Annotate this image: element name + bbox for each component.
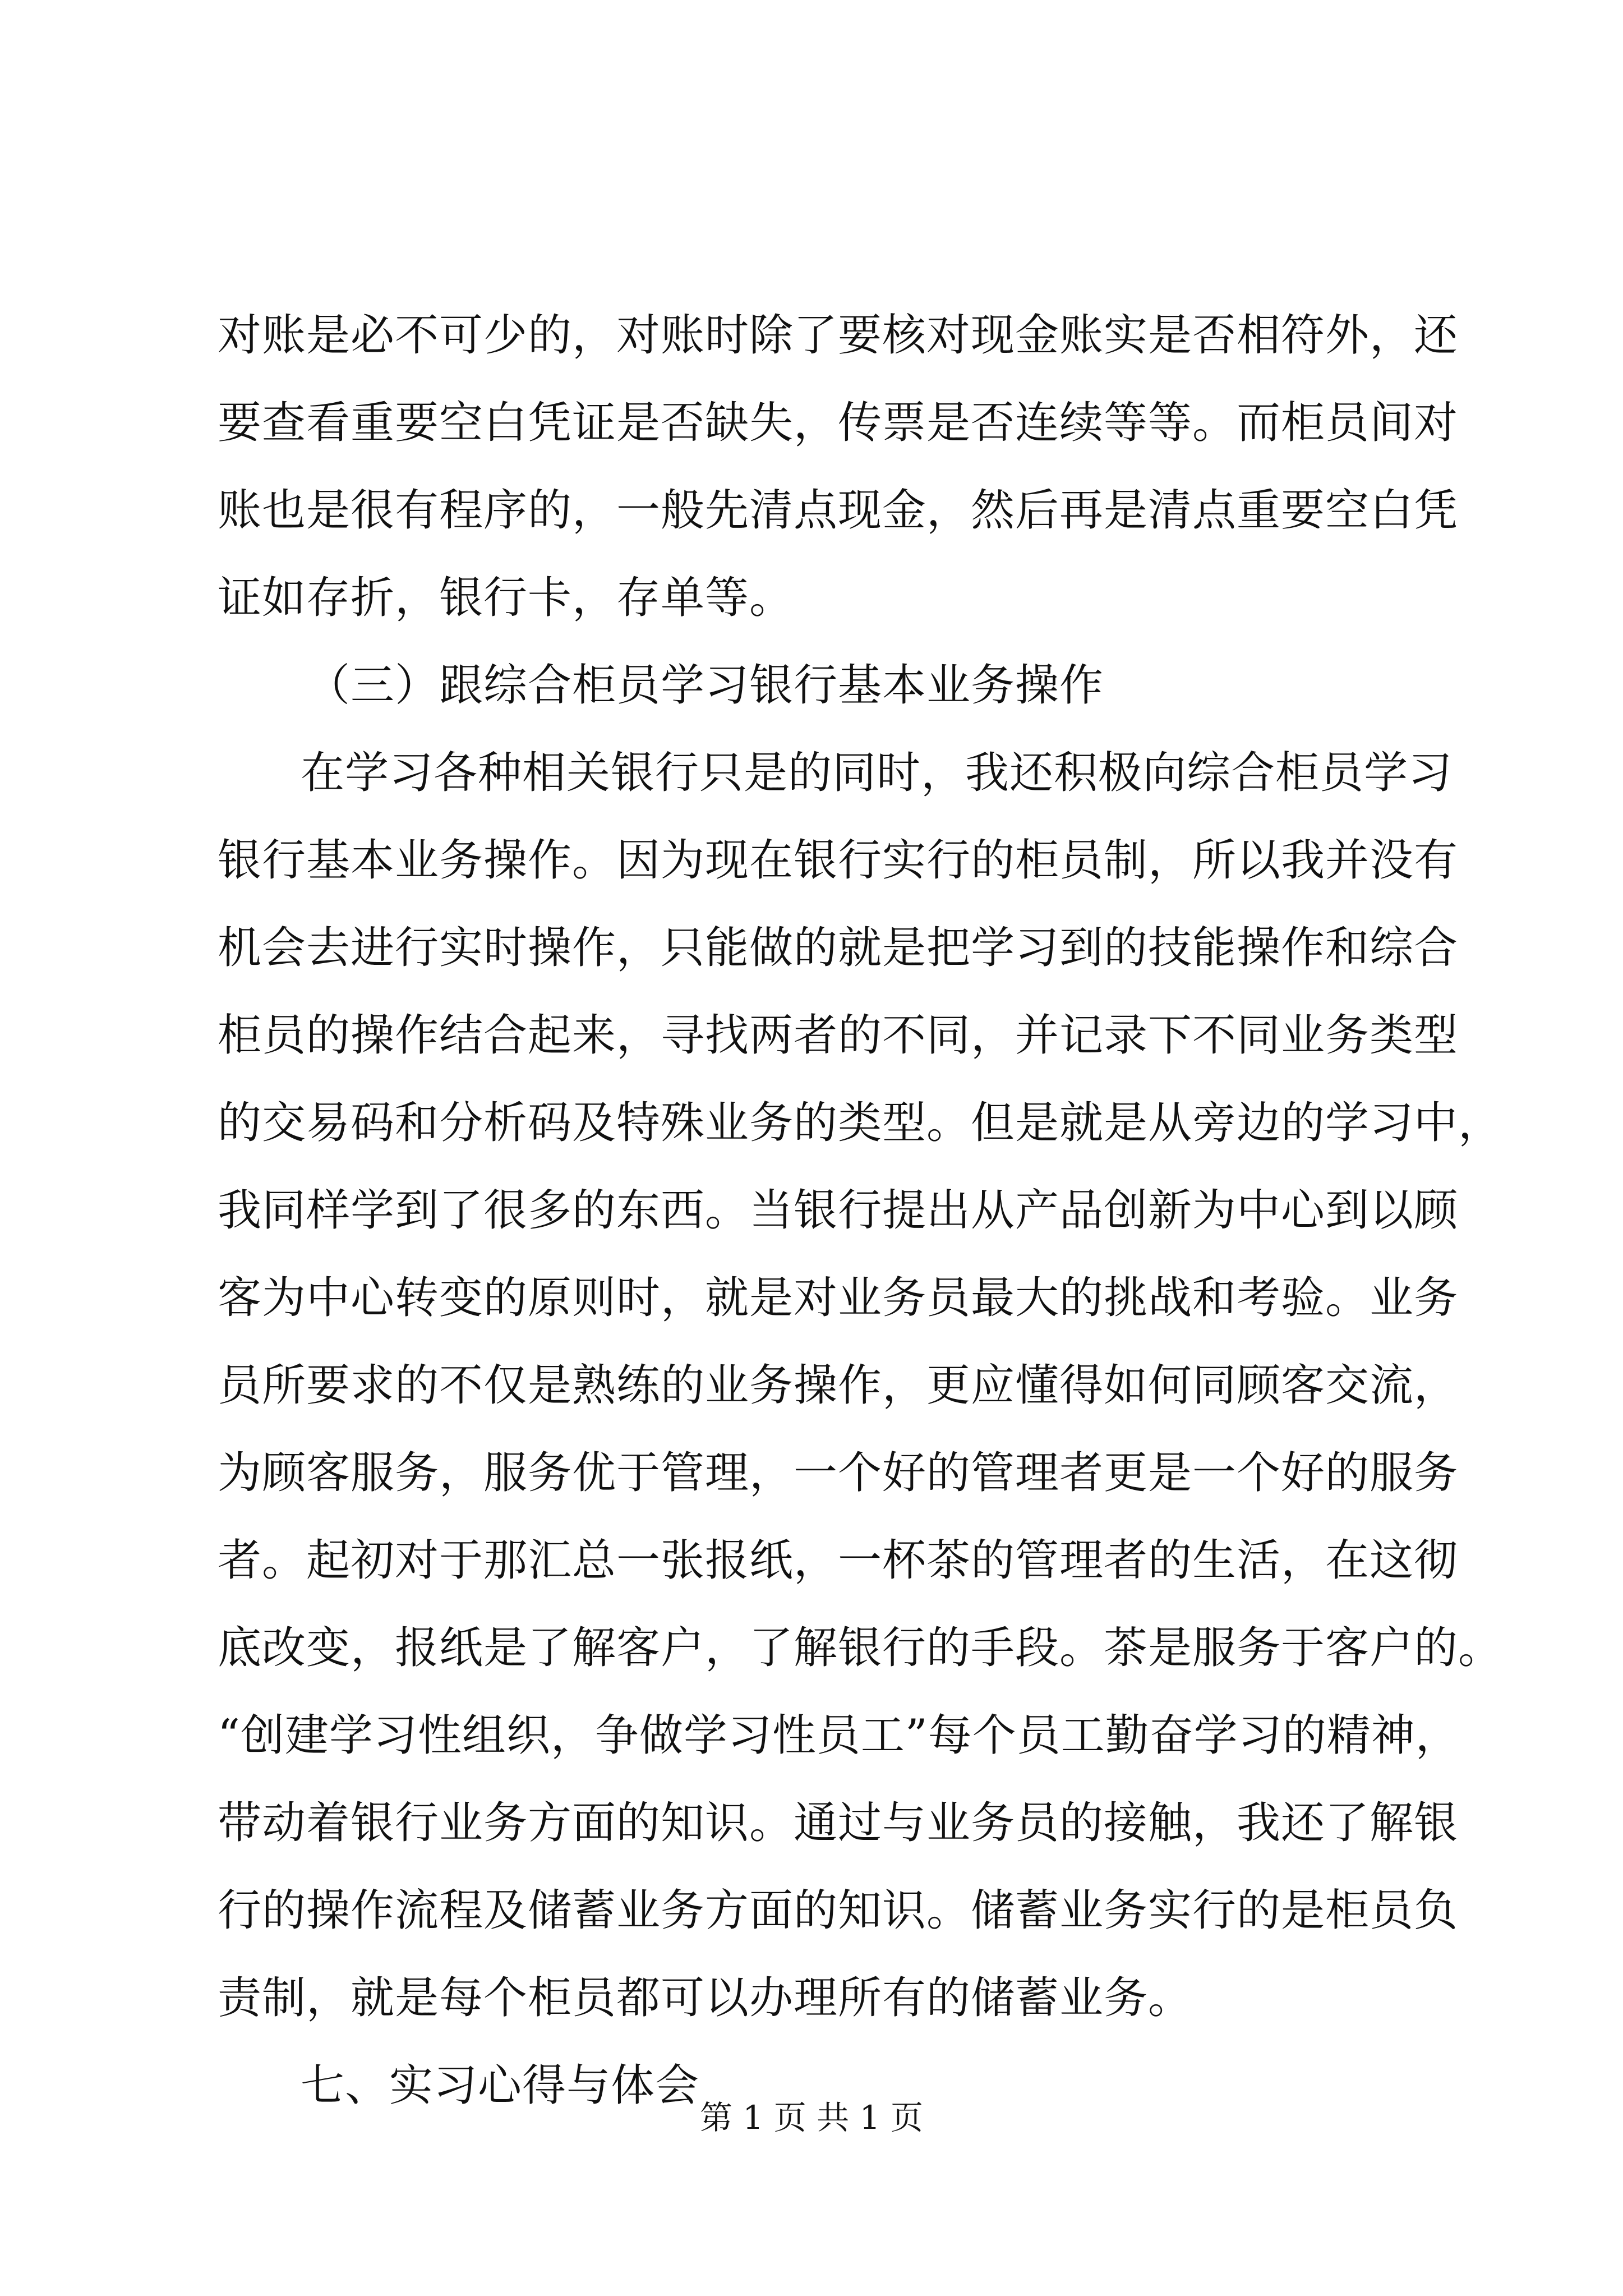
paragraph-line: 为顾客服务，服务优于管理，一个好的管理者更是一个好的服务: [218, 1448, 1459, 1498]
paragraph-line: 员所要求的不仅是熟练的业务操作，更应懂得如何同顾客交流，: [218, 1360, 1459, 1411]
paragraph-line: 在学习各种相关银行只是的同时，我还积极向综合柜员学习: [301, 748, 1453, 798]
paragraph-line: 机会去进行实时操作，只能做的就是把学习到的技能操作和综合: [218, 923, 1459, 973]
paragraph-line: 我同样学到了很多的东西。当银行提出从产品创新为中心到以顾: [218, 1185, 1459, 1236]
paragraph-line: 柜员的操作结合起来，寻找两者的不同，并记录下不同业务类型: [218, 1010, 1459, 1061]
paragraph-line: 者。起初对于那汇总一张报纸，一杯茶的管理者的生活，在这彻: [218, 1535, 1459, 1586]
paragraph-line: 的交易码和分析码及特殊业务的类型。但是就是从旁边的学习中，: [218, 1098, 1503, 1148]
section-heading: 七、实习心得与体会: [301, 2060, 700, 2111]
document-body: [218, 292, 1503, 2129]
paragraph-line: 对账是必不可少的，对账时除了要核对现金账实是否相符外，还: [218, 310, 1459, 361]
paragraph-line: 底改变，报纸是了解客户，了解银行的手段。茶是服务于客户的。: [218, 1623, 1503, 1673]
paragraph-line: “创建学习性组织，争做学习性员工”每个员工勤奋学习的精神，: [218, 1710, 1460, 1761]
paragraph-line: 要查看重要空白凭证是否缺失，传票是否连续等等。而柜员间对: [218, 398, 1459, 448]
paragraph-line: 账也是很有程序的，一般先清点现金，然后再是清点重要空白凭: [218, 485, 1459, 536]
paragraph-line: 责制，就是每个柜员都可以办理所有的储蓄业务。: [218, 1973, 1193, 2023]
paragraph-line: 证如存折，银行卡，存单等。: [218, 573, 794, 623]
paragraph-line: 带动着银行业务方面的知识。通过与业务员的接触，我还了解银: [218, 1798, 1459, 1848]
paragraph-line: 行的操作流程及储蓄业务方面的知识。储蓄业务实行的是柜员负: [218, 1885, 1459, 1936]
page-footer: 第 1 页 共 1 页: [700, 2099, 923, 2137]
paragraph-line: 客为中心转变的原则时，就是对业务员最大的挑战和考验。业务: [218, 1273, 1459, 1323]
section-heading: （三）跟综合柜员学习银行基本业务操作: [306, 660, 1104, 711]
paragraph-line: 银行基本业务操作。因为现在银行实行的柜员制，所以我并没有: [218, 835, 1459, 886]
